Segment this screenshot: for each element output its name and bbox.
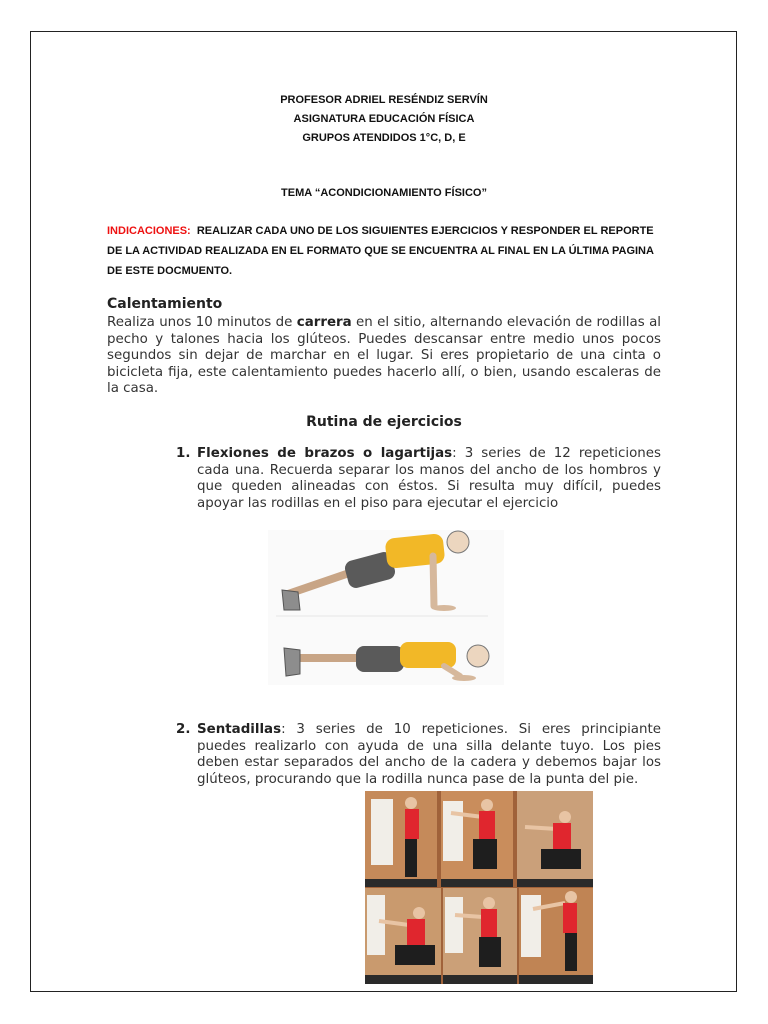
- instructions-text: REALIZAR CADA UNO DE LOS SIGUIENTES EJERCICIOS Y RESPONDER EL REPORTE DE LA ACTIVIDAD REALIZADA EN EL FORMATO QUE SE ENCUENTRA AL FINAL EN LA ÚLTIMA PAGINA DE ESTE DOCMUENTO.: [107, 225, 654, 277]
- instructions: [107, 221, 667, 281]
- list-number: 2.: [176, 722, 191, 737]
- list-item-pushups: [176, 446, 661, 512]
- pushup-illustration: [268, 530, 504, 685]
- warmup-bold-word: carrera: [296, 315, 352, 330]
- list-item-squats: [176, 722, 661, 788]
- exercise-name: Sentadillas: [197, 722, 282, 737]
- squat-frame-1: [365, 791, 437, 887]
- squat-frame-6: [519, 888, 593, 984]
- exercise-description: : 3 series de 12 repeticiones cada una. Recuerda separar los manos del ancho de los hombros y que queden alineadas con éstos. Si resulta muy difícil, puedes apoyar las rodillas en el piso para ejecutar el ejercicio: [197, 446, 661, 511]
- list-number: 1.: [176, 446, 191, 461]
- exercise-description: : 3 series de 10 repeticiones. Si eres principiante puedes realizarlo con ayuda de una silla delante tuyo. Los pies deben estar separados del ancho de la cadera y debemos bajar los glúteos, procurando que la rodilla nunca pase de la punta del pie.: [197, 722, 661, 787]
- warmup-heading: Calentamiento: [107, 296, 223, 312]
- topic-title: TEMA “ACONDICIONAMIENTO FÍSICO”: [281, 187, 487, 199]
- warmup-text-start: Realiza unos 10 minutos de: [107, 315, 297, 330]
- squat-frame-5: [443, 888, 517, 984]
- subject-line: ASIGNATURA EDUCACIÓN FÍSICA: [293, 113, 475, 125]
- squat-frame-4: [365, 888, 441, 984]
- groups-line: GRUPOS ATENDIDOS 1°C, D, E: [302, 132, 466, 144]
- instructions-label: INDICACIONES:: [107, 225, 191, 237]
- exercise-name: Flexiones de brazos o lagartijas: [197, 446, 453, 461]
- teacher-name: PROFESOR ADRIEL RESÉNDIZ SERVÍN: [280, 94, 488, 106]
- squat-frame-2: [441, 791, 513, 887]
- warmup-text-end: en el sitio, alternando elevación de rodillas al pecho y talones hacia los glúteos. Puedes descansar entre medio unos pocos segundos sin dejar de marchar en el lugar. Si eres propietario de una cinta o bicicleta fija, este calentamiento puedes hacerlo allí, o bien, usando escaleras de la casa.: [107, 315, 661, 397]
- warmup-paragraph: [107, 315, 661, 398]
- routine-heading: Rutina de ejercicios: [306, 414, 462, 430]
- squat-photo-grid: [365, 791, 593, 984]
- squat-frame-3: [517, 791, 593, 887]
